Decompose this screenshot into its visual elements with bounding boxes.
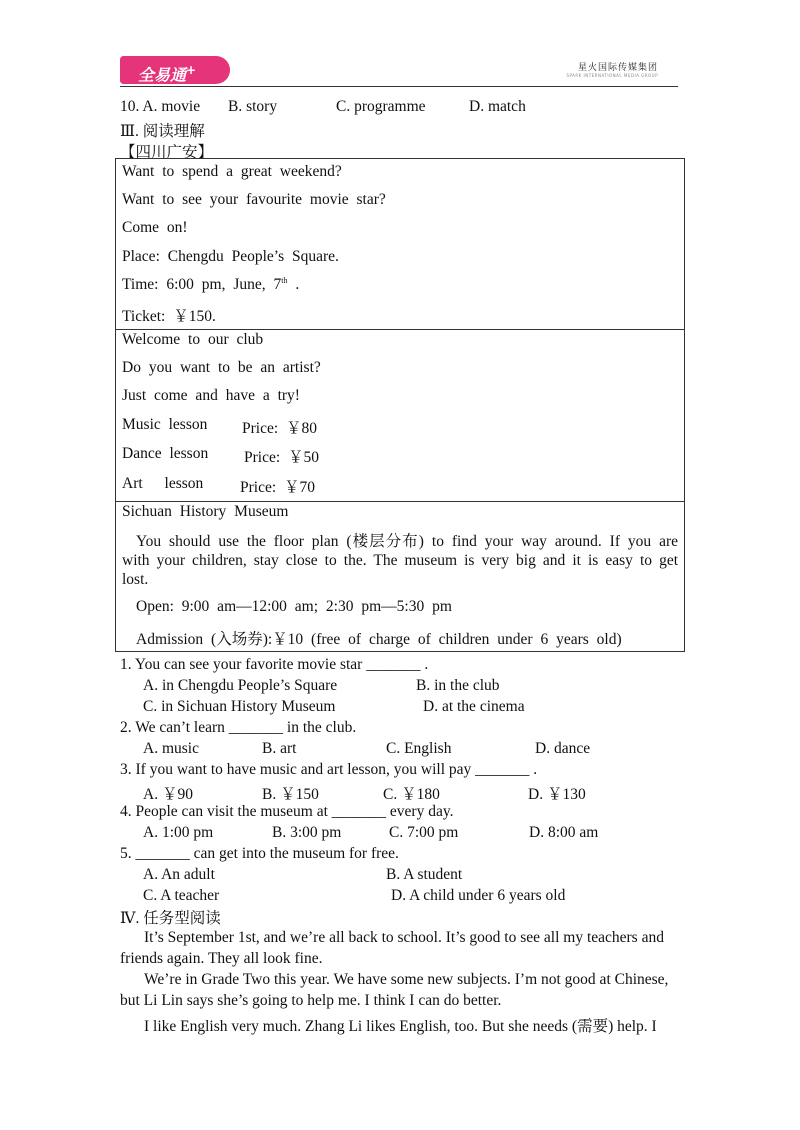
notice2-line: Welcome to our club <box>122 331 264 348</box>
passage-line: We’re in Grade Two this year. We have some new subjects. I’m not good at Chinese, <box>144 971 669 988</box>
lesson-name: Art lesson <box>122 475 204 492</box>
answer-option: B. art <box>262 740 297 757</box>
section-heading-task-reading: Ⅳ. 任务型阅读 <box>120 910 221 927</box>
museum-hours: Open: 9:00 am—12:00 am; 2:30 pm—5:30 pm <box>136 598 452 615</box>
brand-block <box>566 60 658 78</box>
q10-option-c: C. programme <box>336 98 426 115</box>
notice-concert <box>116 159 684 330</box>
notice2-line: Just come and have a try! <box>122 387 300 404</box>
notices-table <box>115 158 685 652</box>
answer-option: D. A child under 6 years old <box>391 887 566 904</box>
answer-option: D. 8:00 am <box>529 824 599 841</box>
answer-option: A. music <box>143 740 199 757</box>
notice-museum <box>116 501 684 653</box>
section-heading-reading: Ⅲ. 阅读理解 <box>120 123 205 140</box>
answer-option: C. ￥180 <box>383 786 440 803</box>
notice-club <box>116 329 684 502</box>
brand-name: 星火国际传媒集团 <box>577 63 658 73</box>
publisher-logo: 全易通+ <box>120 56 230 84</box>
lesson-price: Price: ￥80 <box>242 420 318 437</box>
answer-option: C. A teacher <box>143 887 220 904</box>
notice1-ticket: Ticket: ￥150. <box>122 308 216 325</box>
museum-paragraph: You should use the floor plan (楼层分布) to find your way around. If you are with your children, stay close to the. The museum is very big and it is easy to get lost. <box>122 533 678 588</box>
question-stem: 3. If you want to have music and art lesson, you will pay _______ . <box>120 761 538 778</box>
question-stem: 1. You can see your favorite movie star _______ . <box>120 656 429 673</box>
lesson-price: Price: ￥50 <box>244 449 320 466</box>
answer-option: C. in Sichuan History Museum <box>143 698 336 715</box>
museum-admission: Admission (入场券):￥10 (free of charge of children under 6 years old) <box>136 631 622 648</box>
notice1-line: Place: Chengdu People’s Square. <box>122 248 339 265</box>
answer-option: C. English <box>386 740 452 757</box>
museum-title: Sichuan History Museum <box>122 503 289 520</box>
answer-option: A. in Chengdu People’s Square <box>143 677 338 694</box>
q10-option-a: 10. A. movie <box>120 98 201 115</box>
lesson-name: Dance lesson <box>122 445 209 462</box>
answer-option: D. ￥130 <box>528 786 586 803</box>
answer-option: D. dance <box>535 740 591 757</box>
notice2-line: Do you want to be an artist? <box>122 359 321 376</box>
page-header <box>120 54 678 88</box>
notice1-line: Want to see your favourite movie star? <box>122 191 386 208</box>
answer-option: B. ￥150 <box>262 786 319 803</box>
question-stem: 5. _______ can get into the museum for free. <box>120 845 399 862</box>
question-stem: 2. We can’t learn _______ in the club. <box>120 719 357 736</box>
answer-option: D. at the cinema <box>423 698 525 715</box>
notice1-time: Time: 6:00 pm, June, 7th . <box>122 276 300 294</box>
passage-line: I like English very much. Zhang Li likes English, too. But she needs (需要) help. I <box>144 1018 657 1035</box>
notice1-line: Want to spend a great weekend? <box>122 163 342 180</box>
q10-option-d: D. match <box>469 98 526 115</box>
answer-option: B. A student <box>386 866 463 883</box>
source-label: 【四川广安】 <box>120 144 214 161</box>
answer-option: C. 7:00 pm <box>389 824 459 841</box>
passage-line: friends again. They all look fine. <box>120 950 323 967</box>
answer-option: A. An adult <box>143 866 215 883</box>
lesson-price: Price: ￥70 <box>240 479 316 496</box>
q10-option-b: B. story <box>228 98 278 115</box>
answer-option: B. 3:00 pm <box>272 824 342 841</box>
header-divider <box>120 86 678 87</box>
question-stem: 4. People can visit the museum at _______ every day. <box>120 803 454 820</box>
answer-option: A. 1:00 pm <box>143 824 214 841</box>
passage-line: It’s September 1st, and we’re all back to school. It’s good to see all my teachers and <box>144 929 664 946</box>
answer-option: B. in the club <box>416 677 500 694</box>
lesson-name: Music lesson <box>122 416 208 433</box>
passage-line: but Li Lin says she’s going to help me. I think I can do better. <box>120 992 502 1009</box>
answer-option: A. ￥90 <box>143 786 193 803</box>
notice1-line: Come on! <box>122 219 188 236</box>
brand-subtitle: SPARK INTERNATIONAL MEDIA GROUP <box>566 73 658 78</box>
